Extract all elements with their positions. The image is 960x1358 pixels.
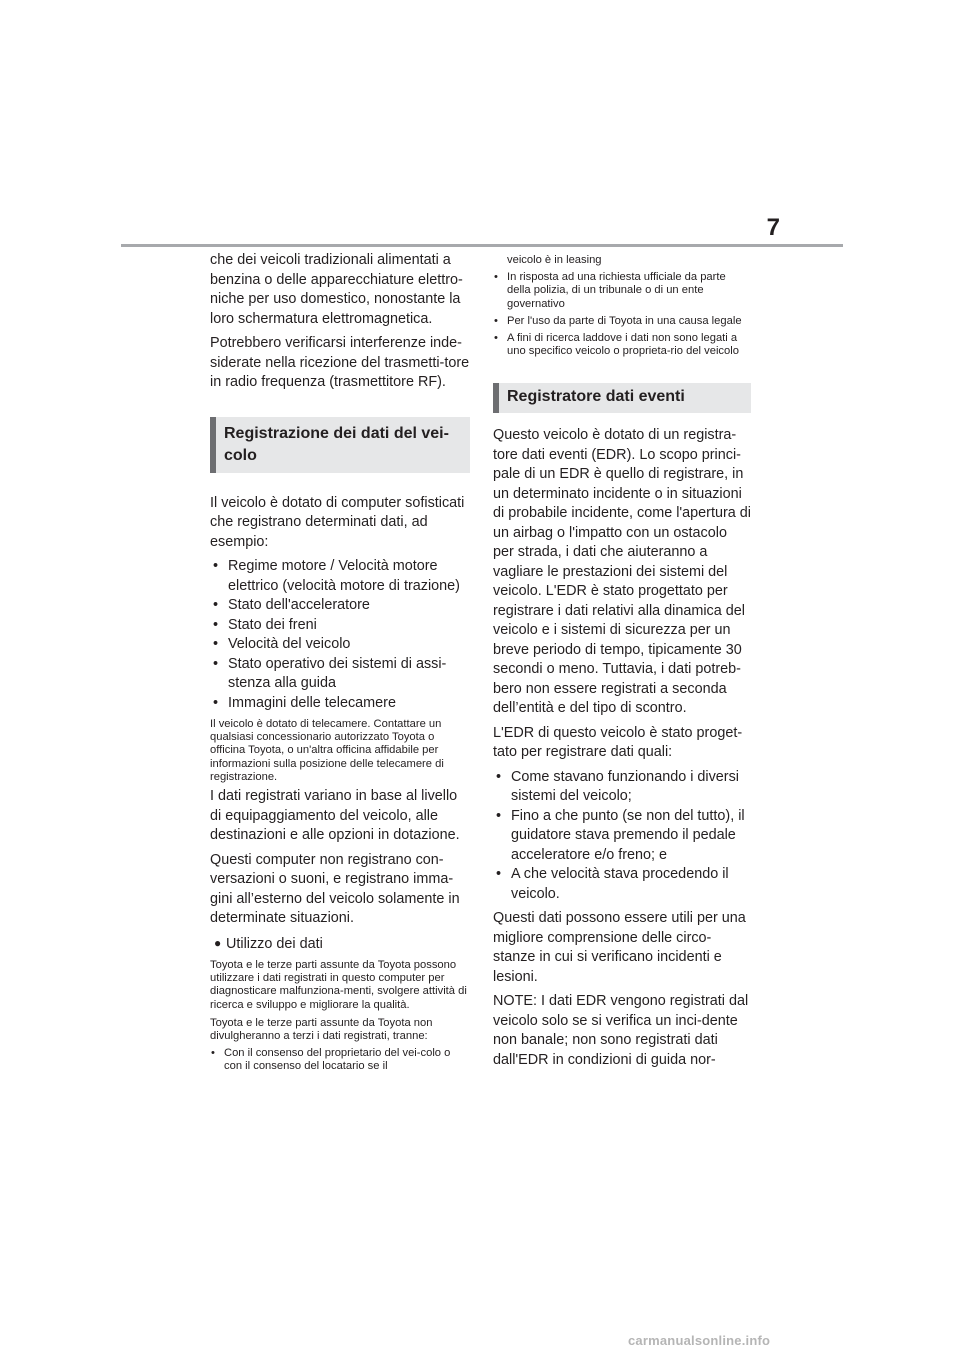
disclosure-list-continued	[493, 271, 751, 358]
section-intro: Il veicolo è dotato di computer sofisticati che registrano determinati dati, ad esempio:	[210, 494, 465, 550]
disclosure-list	[210, 1047, 470, 1073]
watermark: carmanualsonline.info	[628, 1333, 771, 1348]
intro-paragraph: che dei veicoli tradizionali alimentati a benzina o delle apparecchiature elettro-niche per uso domestico, nonostante la loro schermatura elettromagnetica.	[210, 252, 463, 327]
list-item: • Regime motore / Velocità motore elettrico (velocità motore di trazione)	[210, 557, 470, 596]
edr-note-paragraph: NOTE: I dati EDR vengono registrati dal veicolo solo se si verifica un inci-dente non banale; non sono registrati dati dall'EDR in condizioni di guida nor-	[493, 993, 749, 1068]
list-item: • Con il consenso del proprietario del vei-colo o con il consenso del locatario se il	[210, 1047, 470, 1073]
list-item: • A che velocità stava procedendo il veicolo.	[493, 865, 751, 904]
bullet-dot-icon: ●	[214, 935, 222, 950]
disclosure-text: Toyota e le terze parti assunte da Toyota non divulgheranno a terzi i dati registrati, tranne:	[210, 1016, 433, 1043]
recorded-data-list	[210, 557, 470, 713]
usage-subheading: ● Utilizzo dei dati	[214, 935, 323, 952]
header-rule	[121, 244, 843, 247]
page-number: 7	[766, 214, 780, 241]
usage-text: Toyota e le terze parti assunte da Toyota possono utilizzare i dati registrati in questo computer per diagnosticare malfunziona-menti, svolgere attività di ricerca e sviluppo e migliorare la qualità.	[210, 959, 467, 1011]
list-item: • Stato operativo dei sistemi di assi-stenza alla guida	[210, 655, 470, 694]
left-column	[210, 251, 470, 1074]
interference-paragraph: Potrebbero verificarsi interferenze inde-siderate nella ricezione del trasmetti-tore in radio frequenza (trasmettitore RF).	[210, 335, 470, 390]
list-item: • Velocità del veicolo	[210, 635, 470, 655]
list-item-continuation: veicolo è in leasing	[507, 254, 602, 266]
list-item: • Stato dell'acceleratore	[210, 596, 470, 616]
list-item: • Per l'uso da parte di Toyota in una causa legale	[493, 315, 751, 328]
no-conversation-paragraph: Questi computer non registrano con-versazioni o suoni, e registrano imma-gini all’esterno del veicolo solamente in determinate situazioni.	[210, 851, 460, 927]
data-variation-paragraph: I dati registrati variano in base al livello di equipaggiamento del veicolo, alle destinazioni e alle opzioni in dotazione.	[210, 788, 460, 844]
section-heading-vehicle-data: Registrazione dei dati del vei-colo	[210, 417, 470, 473]
section-heading-edr: Registratore dati eventi	[493, 383, 751, 413]
list-item: • Stato dei freni	[210, 616, 470, 636]
edr-paragraph: Questo veicolo è dotato di un registra-tore dati eventi (EDR). Lo scopo princi-pale di un EDR è quello di registrare, in un determinato incidente o in situazioni di probabile incidente, come l'apertura di un airbag o l'impatto con un ostacolo per strada, i dati che aiuteranno a vagliare le prestazioni dei sistemi del veicolo. L'EDR è stato progettato per registrare i dati relativi alla dinamica del veicolo e i sistemi di sicurezza per un breve periodo di tempo, tipicamente 30 secondi o meno. Tuttavia, i dati potreb-bero non essere registrati a seconda dell’entità e del tipo di scontro.	[493, 427, 751, 717]
list-item: • A fini di ricerca laddove i dati non sono legati a uno specifico veicolo o proprieta-rio del veicolo	[493, 332, 751, 358]
list-item: • In risposta ad una richiesta ufficiale da parte della polizia, di un tribunale o di un ente governativo	[493, 271, 751, 311]
list-item: • Fino a che punto (se non del tutto), il guidatore stava premendo il pedale acceleratore e/o freno; e	[493, 807, 751, 866]
list-item: • Immagini delle telecamere	[210, 694, 470, 714]
edr-intro: L'EDR di questo veicolo è stato proget-tato per registrare dati quali:	[493, 724, 743, 761]
list-item: • Come stavano funzionando i diversi sistemi del veicolo;	[493, 768, 751, 807]
edr-data-list	[493, 768, 751, 905]
right-column	[493, 254, 751, 1070]
camera-note: Il veicolo è dotato di telecamere. Contattare un qualsiasi concessionario autorizzato Toyota o officina Toyota, o un'altra officina affidabile per informazioni sulla posizione delle telecamere di registrazione.	[210, 718, 444, 783]
edr-usefulness-paragraph: Questi dati possono essere utili per una migliore comprensione delle circo-stanze in cui si verificano incidenti e lesioni.	[493, 910, 746, 985]
